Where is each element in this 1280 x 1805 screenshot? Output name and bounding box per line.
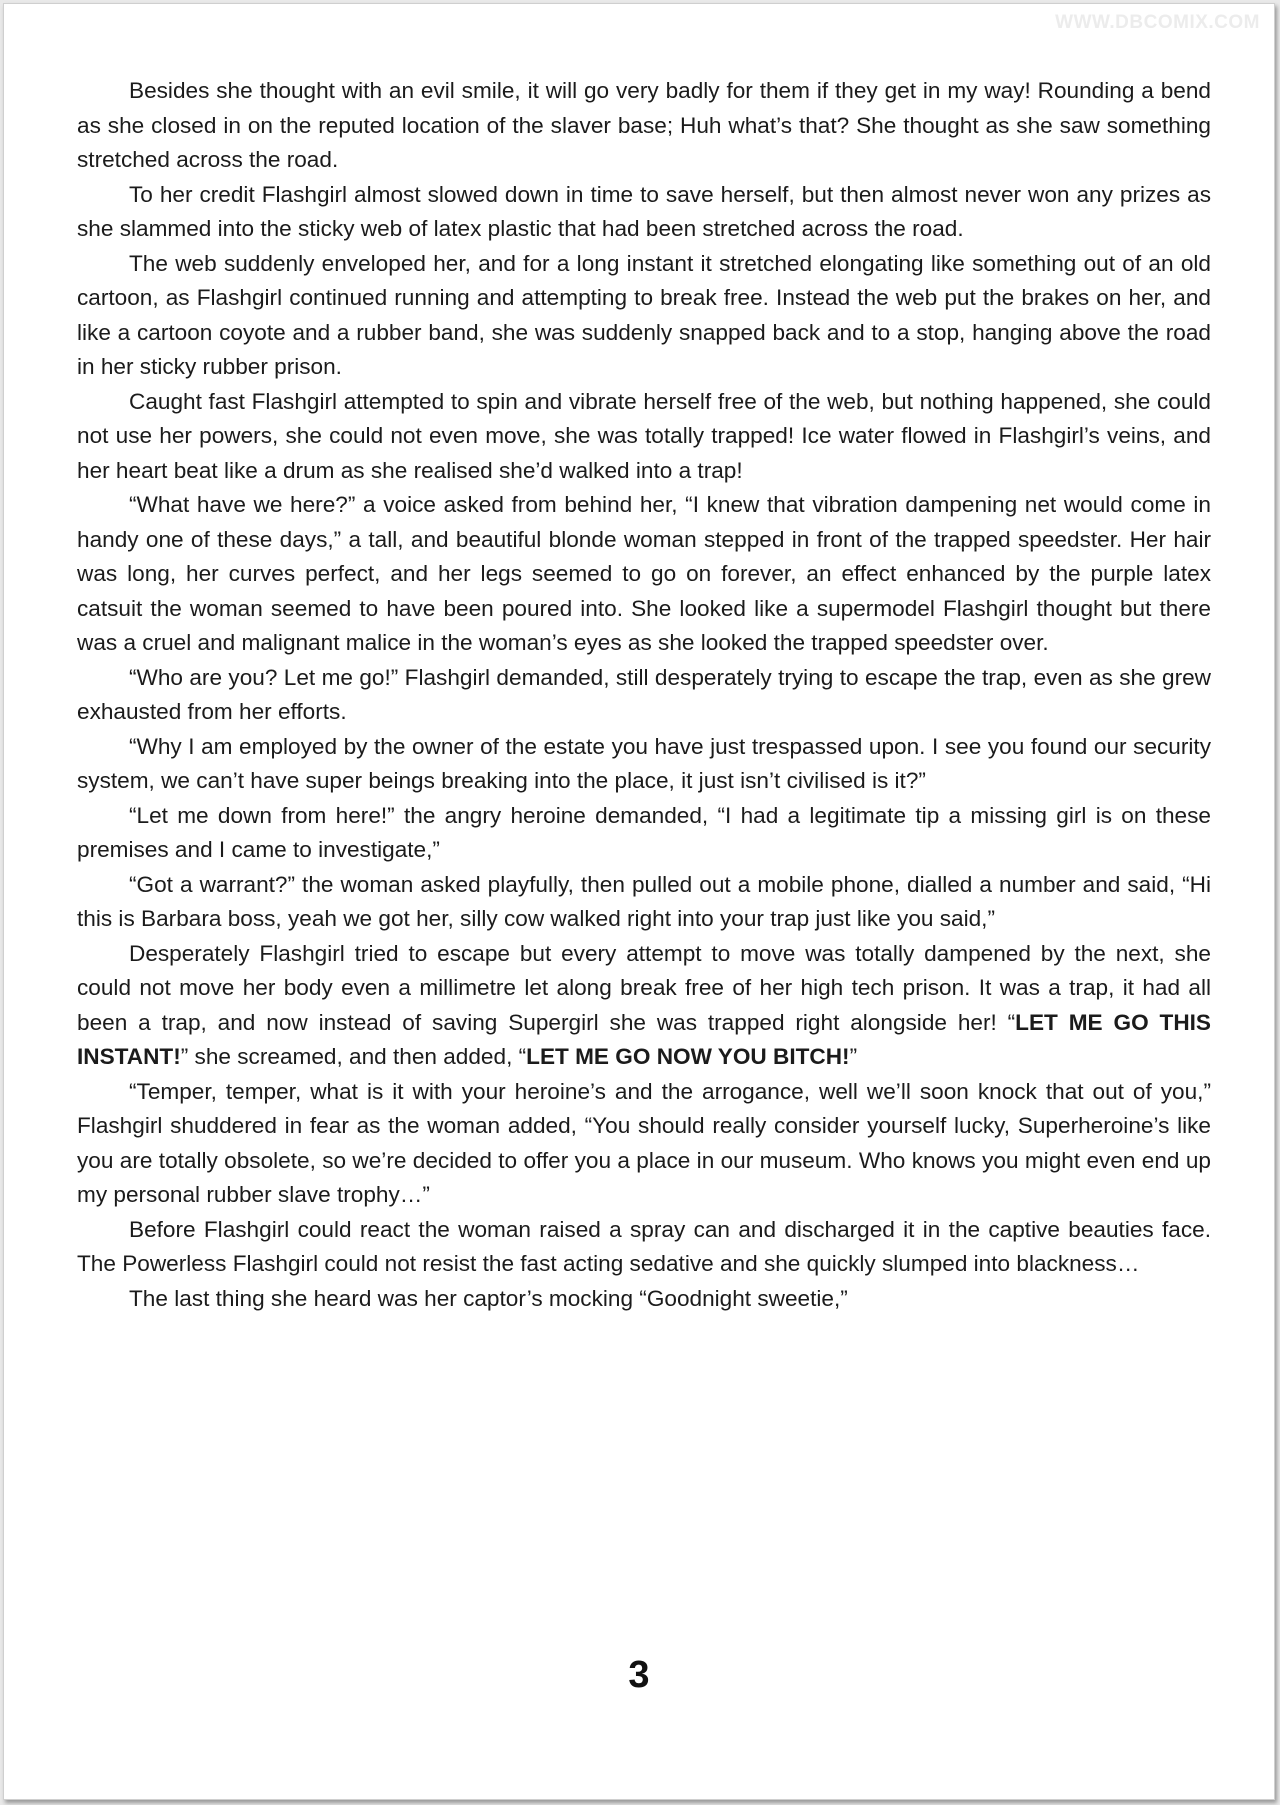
paragraph: “Who are you? Let me go!” Flashgirl demanded, still desperately trying to escape the trap, even as she grew exhausted from her efforts. bbox=[77, 664, 1211, 724]
watermark: WWW.DBCOMIX.COM bbox=[1055, 12, 1260, 33]
paragraph: To her credit Flashgirl almost slowed down in time to save herself, but then almost never won any prizes as she slammed into the sticky web of latex plastic that had been stretched across the road. bbox=[77, 181, 1211, 241]
paragraph-text: Desperately Flashgirl tried to escape but every attempt to move was totally dampened by the next, she could not move her body even a millimetre let along break free of her high tech prison. It was a trap, it had all been a trap, and now instead of saving Supergirl she was trapped right alongside her! “ bbox=[77, 940, 1211, 1035]
paragraph: Besides she thought with an evil smile, it will go very badly for them if they get in my way! Rounding a bend as she closed in on the reputed location of the slaver base; Huh what’s that? She thought as she saw something stretched across the road. bbox=[77, 78, 1211, 172]
paragraph: The web suddenly enveloped her, and for a long instant it stretched elongating like something out of an old cartoon, as Flashgirl continued running and attempting to break free. Instead the web put the brakes on her, and like a cartoon coyote and a rubber band, she was suddenly snapped back and to a stop, hanging above the road in her sticky rubber prison. bbox=[77, 250, 1211, 379]
story-text bbox=[77, 74, 1211, 1316]
paragraph: Caught fast Flashgirl attempted to spin and vibrate herself free of the web, but nothing happened, she could not use her powers, she could not even move, she was totally trapped! Ice water flowed in Flashgirl’s veins, and her heart beat like a drum as she realised she’d walked into a trap! bbox=[77, 388, 1211, 483]
paragraph: “What have we here?” a voice asked from behind her, “I knew that vibration dampening net would come in handy one of these days,” a tall, and beautiful blonde woman stepped in front of the trapped speedster. Her hair was long, her curves perfect, and her legs seemed to go on forever, an effect enhanced by the purple latex catsuit the woman seemed to have been poured into. She looked like a supermodel Flashgirl thought but there was a cruel and malignant malice in the woman’s eyes as she looked the trapped speedster over. bbox=[77, 492, 1211, 655]
document-page bbox=[3, 3, 1275, 1800]
paragraph-text: ” bbox=[849, 1044, 858, 1069]
paragraph: “Why I am employed by the owner of the estate you have just trespassed upon. I see you found our security system, we can’t have super beings breaking into the place, it just isn’t civilised is it?” bbox=[77, 733, 1211, 793]
shout-text: LET ME GO THIS INSTANT! bbox=[77, 1009, 1211, 1069]
paragraph bbox=[77, 937, 1211, 1075]
paragraph: “Let me down from here!” the angry heroine demanded, “I had a legitimate tip a missing girl is on these premises and I came to investigate,” bbox=[77, 802, 1211, 862]
paragraph-text: ” she screamed, and then added, “ bbox=[180, 1044, 527, 1069]
paragraph: The last thing she heard was her captor’s mocking “Goodnight sweetie,” bbox=[129, 1285, 848, 1311]
paragraph: “Got a warrant?” the woman asked playfully, then pulled out a mobile phone, dialled a number and said, “Hi this is Barbara boss, yeah we got her, silly cow walked right into your trap just like you said,” bbox=[77, 871, 1211, 931]
shout-text: LET ME GO NOW YOU BITCH! bbox=[526, 1044, 850, 1069]
page-number: 3 bbox=[628, 1654, 650, 1696]
paragraph: “Temper, temper, what is it with your heroine’s and the arrogance, well we’ll soon knock that out of you,” Flashgirl shuddered in fear as the woman added, “You should really consider yourself lucky, Superheroine’s like you are totally obsolete, so we’re decided to offer you a place in our museum. Who knows you might even end up my personal rubber slave trophy…” bbox=[77, 1078, 1211, 1207]
paragraph: Before Flashgirl could react the woman raised a spray can and discharged it in the captive beauties face. The Powerless Flashgirl could not resist the fast acting sedative and she quickly slumped into blackness… bbox=[77, 1216, 1211, 1276]
